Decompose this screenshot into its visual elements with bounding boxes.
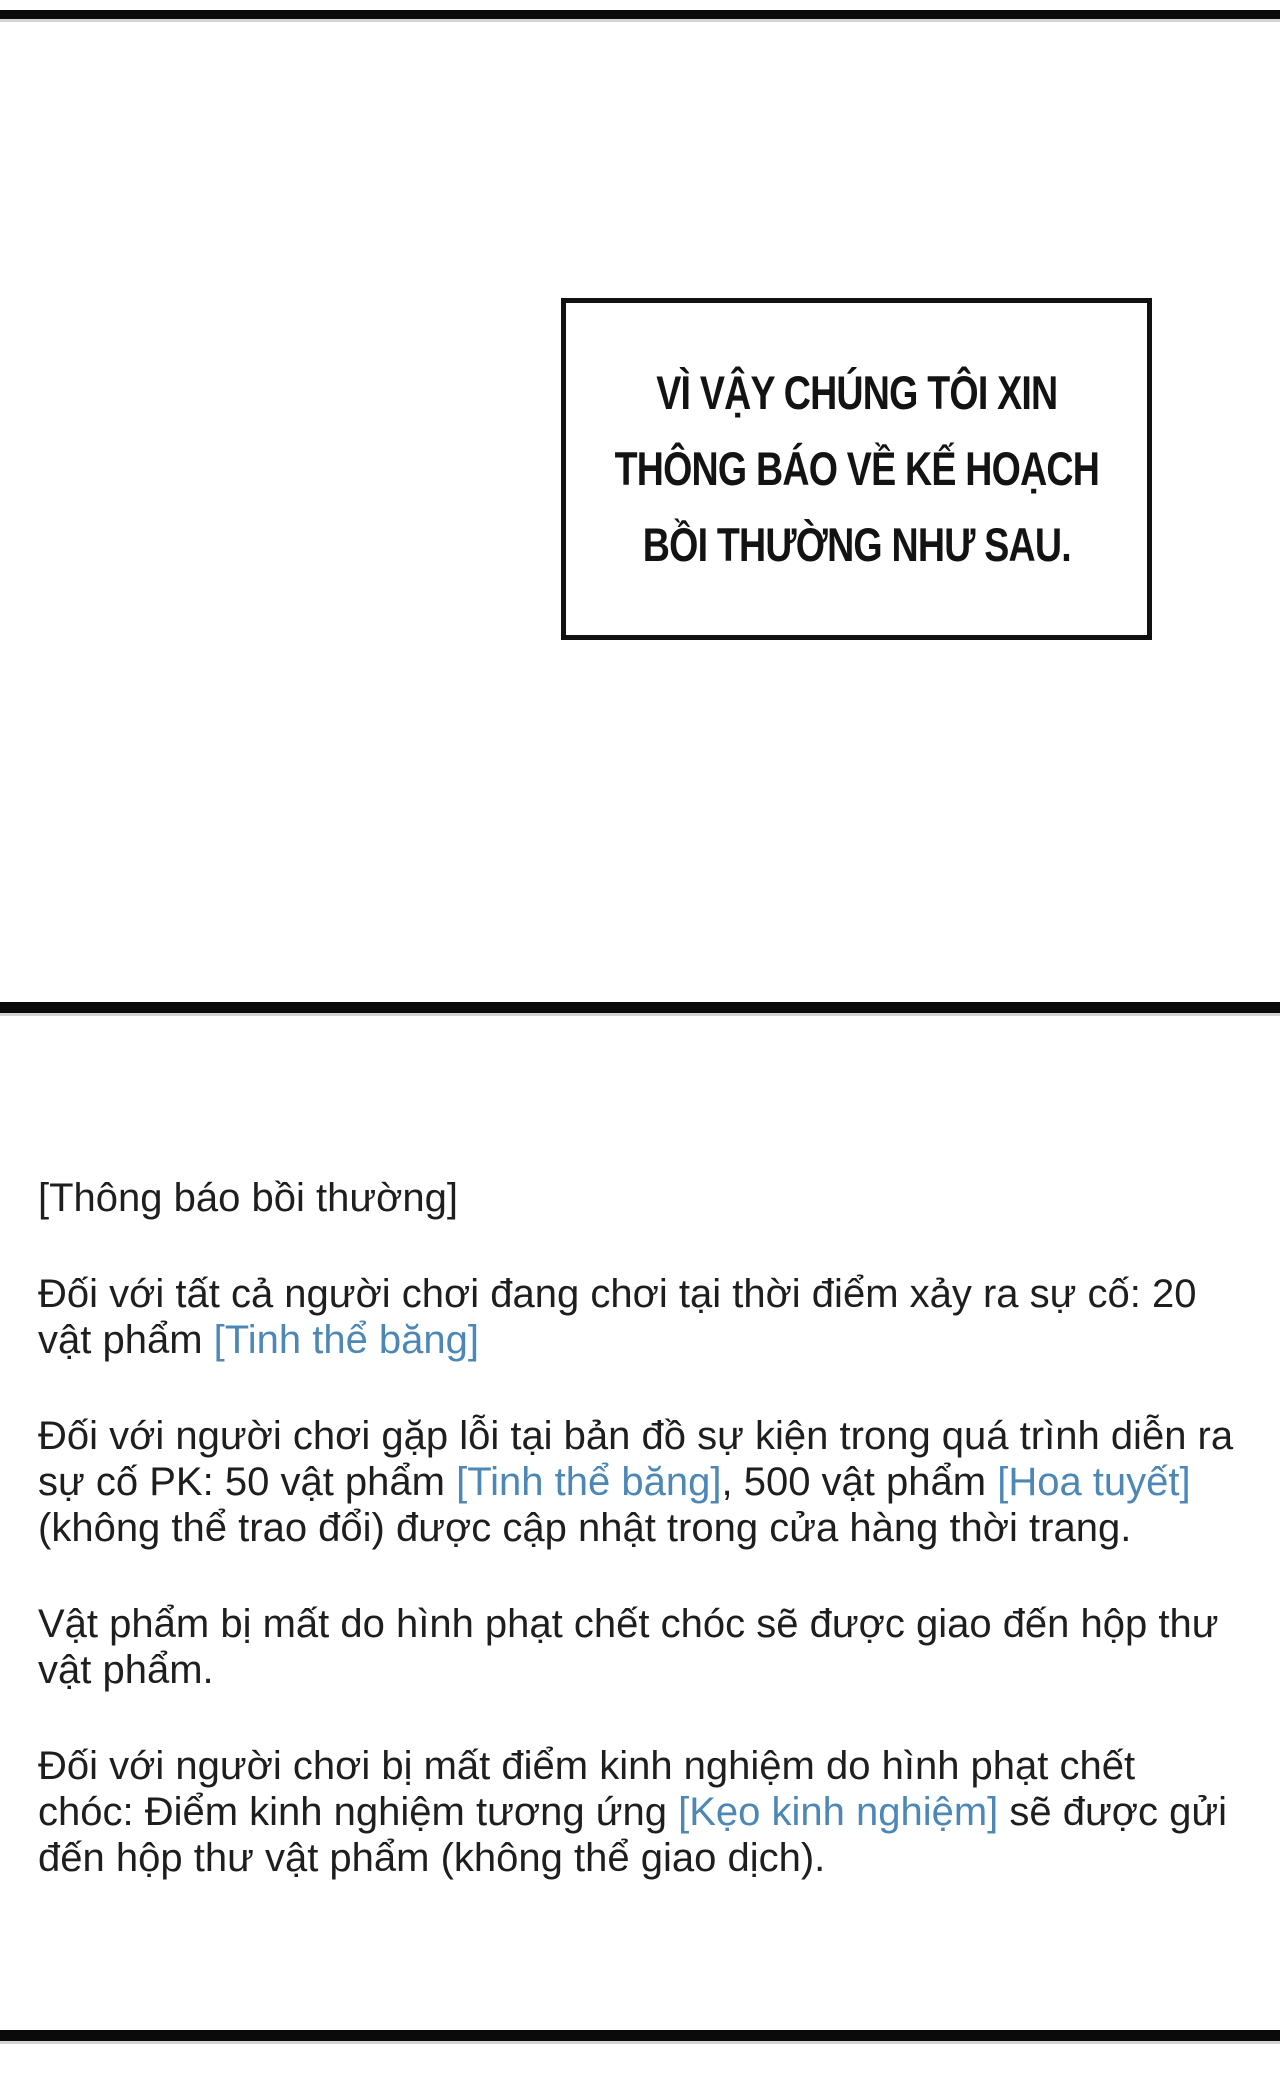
text-run: Vật phẩm bị mất do hình phạt chết chóc sẽ được giao đến hộp thư [38, 1602, 1219, 1646]
panel-border-bottom [0, 2030, 1280, 2041]
text-run: sẽ được gửi [998, 1790, 1228, 1834]
item-link: [Hoa tuyết] [997, 1460, 1191, 1504]
paragraph [38, 1601, 1242, 1693]
paragraph [38, 1743, 1242, 1881]
text-run: vật phẩm. [38, 1648, 214, 1692]
text-line [38, 1459, 1242, 1505]
notice-box-line: VÌ VẬY CHÚNG TÔI XIN [655, 366, 1058, 419]
text-run: đến hộp thư vật phẩm (không thể giao dịch). [38, 1836, 826, 1880]
text-run: chóc: Điểm kinh nghiệm tương ứng [38, 1790, 679, 1834]
text-line [38, 1835, 1242, 1881]
notice-box-line: THÔNG BÁO VỀ KẾ HOẠCH [614, 442, 1099, 495]
text-line [38, 1413, 1242, 1459]
text-run: Đối với tất cả người chơi đang chơi tại thời điểm xảy ra sự cố: 20 [38, 1272, 1197, 1316]
text-line [38, 1743, 1242, 1789]
text-run: sự cố PK: 50 vật phẩm [38, 1460, 457, 1504]
text-run: Đối với người chơi bị mất điểm kinh nghiệm do hình phạt chết [38, 1744, 1136, 1788]
text-run: Đối với người chơi gặp lỗi tại bản đồ sự kiện trong quá trình diễn ra [38, 1414, 1234, 1458]
paragraph [38, 1271, 1242, 1363]
text-line [38, 1789, 1242, 1835]
text-run: vật phẩm [38, 1318, 214, 1362]
section-divider [0, 1002, 1280, 1013]
text-line [38, 1647, 1242, 1693]
notice-box-line: BỒI THƯỜNG NHƯ SAU. [642, 518, 1071, 571]
text-line [38, 1271, 1242, 1317]
paragraph [38, 1175, 1242, 1221]
text-run: (không thể trao đổi) được cập nhật trong cửa hàng thời trang. [38, 1506, 1132, 1550]
text-line [38, 1601, 1242, 1647]
announcement-text [38, 1175, 1242, 1931]
item-link: [Tinh thể băng] [456, 1460, 722, 1504]
text-line [38, 1175, 1242, 1221]
text-run: , 500 vật phẩm [721, 1460, 998, 1504]
paragraph [38, 1413, 1242, 1551]
item-link: [Tinh thể băng] [213, 1318, 480, 1362]
text-line [38, 1505, 1242, 1551]
text-line [38, 1317, 1242, 1363]
notice-box [561, 298, 1152, 640]
notice-box-text [614, 355, 1099, 583]
text-run: [Thông báo bồi thường] [38, 1176, 458, 1220]
panel-border-top [0, 10, 1280, 19]
item-link: [Kẹo kinh nghiệm] [678, 1790, 999, 1834]
